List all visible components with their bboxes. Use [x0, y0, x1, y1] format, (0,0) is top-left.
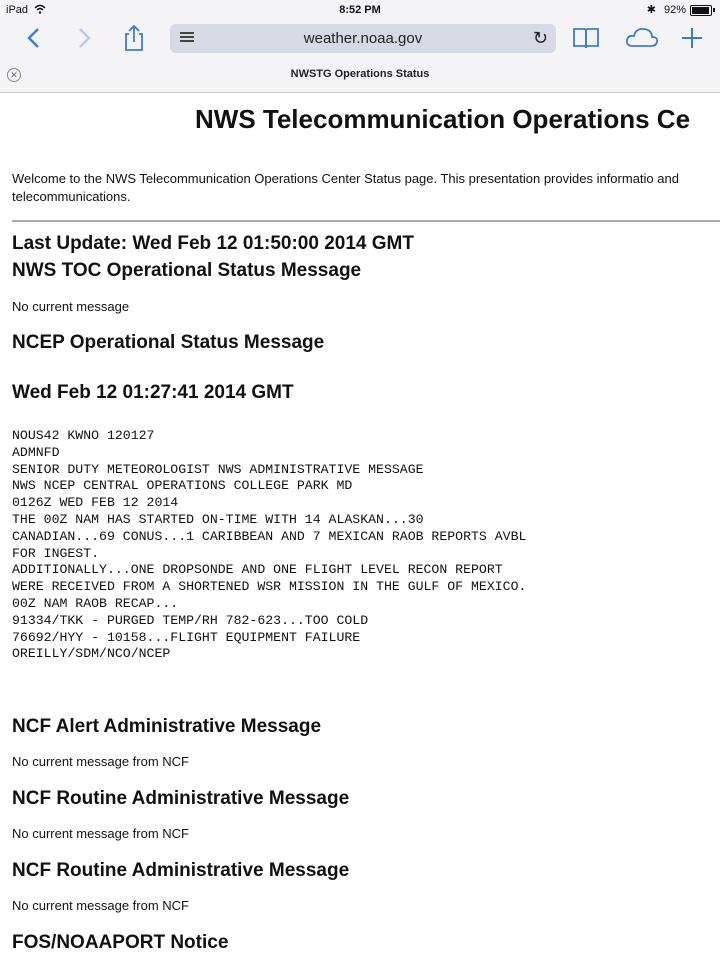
icloud-tabs-button[interactable]	[624, 22, 656, 54]
status-time: 8:52 PM	[339, 4, 381, 16]
bluetooth-icon: ✱	[646, 4, 656, 16]
page-title: NWS Telecommunication Operations Ce	[195, 104, 691, 134]
ncep-status-heading: NCEP Operational Status Message	[12, 332, 325, 353]
battery-tip	[713, 8, 715, 12]
last-update-heading: Last Update: Wed Feb 12 01:50:00 2014 GMT	[12, 233, 414, 254]
toc-status-heading: NWS TOC Operational Status Message	[12, 260, 362, 281]
ncep-message-date: Wed Feb 12 01:27:41 2014 GMT	[12, 382, 294, 403]
new-tab-button[interactable]	[676, 22, 708, 54]
intro-paragraph: Welcome to the NWS Telecommunication Operations Center Status page. This presentation provides informatio and telecommunications.	[12, 171, 679, 204]
fos-noaaport-heading: FOS/NOAAPORT Notice	[12, 932, 229, 953]
browser-toolbar	[0, 20, 720, 58]
bulletin-line: FOR INGEST.	[12, 545, 100, 561]
device-name: iPad	[6, 4, 29, 16]
book-icon	[570, 22, 602, 54]
plus-icon	[676, 22, 708, 54]
tab-strip	[0, 60, 720, 91]
bulletin-line: NOUS42 KWNO 120127	[12, 428, 155, 443]
bulletin-line: 00Z NAM RAOB RECAP...	[12, 595, 179, 611]
bulletin-line: OREILLY/SDM/NCO/NCEP	[12, 646, 171, 662]
status-bar	[0, 0, 720, 20]
battery-percent: 92%	[663, 4, 686, 16]
divider	[12, 220, 720, 222]
url-text[interactable]: weather.noaa.gov	[303, 30, 423, 47]
cloud-icon	[624, 22, 660, 54]
ncf-routine-heading-2: NCF Routine Administrative Message	[12, 860, 350, 881]
chevron-right-icon	[68, 22, 100, 54]
bulletin-line: WERE RECEIVED FROM A SHORTENED WSR MISSION IN THE GULF OF MEXICO.	[12, 579, 527, 595]
browser-chrome	[0, 0, 720, 93]
back-button[interactable]	[18, 22, 50, 54]
share-button[interactable]	[118, 22, 150, 54]
chevron-left-icon	[18, 22, 50, 54]
toc-status-message: No current message	[12, 299, 130, 314]
bulletin-line: 0126Z WED FEB 12 2014	[12, 495, 179, 511]
battery-icon	[690, 5, 712, 16]
ncf-routine-message-1: No current message from NCF	[12, 826, 189, 841]
tab-title[interactable]: NWSTG Operations Status	[290, 68, 430, 80]
bulletin-line: SENIOR DUTY METEOROLOGIST NWS ADMINISTRATIVE MESSAGE	[12, 461, 424, 477]
bulletin-line: 91334/TKK - PURGED TEMP/RH 782-623...TOO COLD	[12, 612, 369, 628]
page-content	[0, 92, 720, 960]
bulletin-line: CANADIAN...69 CONUS...1 CARIBBEAN AND 7 MEXICAN RAOB REPORTS AVBL	[12, 528, 527, 544]
bulletin-line: 76692/HYY - 10158...FLIGHT EQUIPMENT FAILURE	[12, 629, 361, 645]
ncf-alert-heading: NCF Alert Administrative Message	[12, 716, 322, 737]
address-bar[interactable]	[170, 24, 556, 53]
ncf-routine-heading-1: NCF Routine Administrative Message	[12, 788, 350, 809]
share-icon	[118, 22, 150, 54]
bulletin-line: THE 00Z NAM HAS STARTED ON-TIME WITH 14 ALASKAN...30	[12, 511, 424, 527]
bulletin-line: ADMNFD	[12, 444, 60, 460]
bookmarks-button[interactable]	[570, 22, 602, 54]
forward-button[interactable]	[68, 22, 100, 54]
close-icon[interactable]: ✕	[7, 68, 21, 82]
bulletin-line: NWS NCEP CENTRAL OPERATIONS COLLEGE PARK MD	[12, 478, 353, 494]
ncf-routine-message-2: No current message from NCF	[12, 898, 189, 913]
ncf-alert-message: No current message from NCF	[12, 754, 189, 769]
bulletin-line: ADDITIONALLY...ONE DROPSONDE AND ONE FLIGHT LEVEL RECON REPORT	[12, 562, 503, 578]
ncep-bulletin	[12, 428, 526, 663]
reload-icon[interactable]: ↻	[532, 28, 548, 48]
